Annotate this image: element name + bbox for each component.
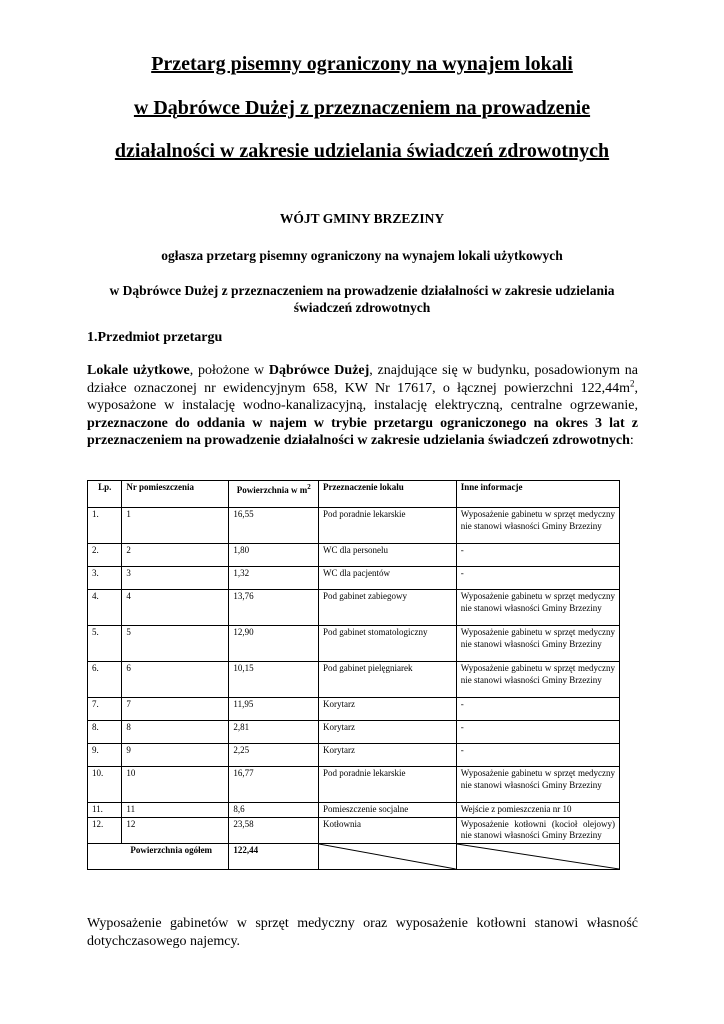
cell-przezn: Korytarz xyxy=(319,698,457,721)
table-row xyxy=(88,590,620,626)
cell-nr: 7 xyxy=(122,698,229,721)
cell-przezn: Korytarz xyxy=(319,744,457,767)
cell-inne: - xyxy=(456,698,619,721)
header-przezn: Przeznaczenie lokalu xyxy=(319,481,457,508)
cell-inne: - xyxy=(456,544,619,567)
cell-lp: 3. xyxy=(88,567,122,590)
title-line-3: działalności w zakresie udzielania świadczeń zdrowotnych xyxy=(114,140,610,162)
cell-nr: 8 xyxy=(122,721,229,744)
announcement-subject-line-2: świadczeń zdrowotnych xyxy=(293,300,431,315)
subject-paragraph xyxy=(87,362,638,450)
table-row xyxy=(88,626,620,662)
para-bold-6: przeznaczone do oddania w najem w trybie przetargu ograniczonego na okres 3 lat z przeznaczeniem na prowadzenie działalności w zakresie udzielania świadczeń zdrowotnych xyxy=(87,415,638,448)
closing-paragraph: Wyposażenie gabinetów w sprzęt medyczny oraz wyposażenie kotłowni stanowi własność dotychczasowego najemcy. xyxy=(87,916,638,949)
table-row xyxy=(88,544,620,567)
cell-nr: 4 xyxy=(122,590,229,626)
table-header-row xyxy=(88,481,620,508)
cell-nr: 3 xyxy=(122,567,229,590)
cell-lp: 12. xyxy=(88,817,122,843)
cell-nr: 11 xyxy=(122,803,229,818)
premises-table xyxy=(87,480,620,870)
cell-nr: 2 xyxy=(122,544,229,567)
cell-pow: 23,58 xyxy=(229,817,319,843)
cell-pow: 12,90 xyxy=(229,626,319,662)
table-row xyxy=(88,817,620,843)
announcement-line: ogłasza przetarg pisemny ograniczony na wynajem lokali użytkowych xyxy=(161,248,563,263)
para-bold-3: Dąbrówce Dużej xyxy=(268,363,370,378)
table-row xyxy=(88,721,620,744)
cell-przezn: Korytarz xyxy=(319,721,457,744)
cell-lp: 2. xyxy=(88,544,122,567)
para-text-7: : xyxy=(629,433,634,448)
table-body xyxy=(88,508,620,844)
total-label: Powierzchnia ogółem xyxy=(88,843,229,869)
cell-pow: 1,32 xyxy=(229,567,319,590)
cell-lp: 6. xyxy=(88,662,122,698)
table-row xyxy=(88,567,620,590)
cell-inne: Wyposażenie gabinetu w sprzęt medyczny nie stanowi własności Gminy Brzeziny xyxy=(456,662,619,698)
cell-inne: Wyposażenie gabinetu w sprzęt medyczny nie stanowi własności Gminy Brzeziny xyxy=(456,767,619,803)
cell-przezn: Pod gabinet pielęgniarek xyxy=(319,662,457,698)
total-empty-cell-1 xyxy=(319,843,457,869)
cell-lp: 5. xyxy=(88,626,122,662)
cell-przezn: WC dla personelu xyxy=(319,544,457,567)
cell-pow: 10,15 xyxy=(229,662,319,698)
cell-inne: Wejście z pomieszczenia nr 10 xyxy=(456,803,619,818)
cell-lp: 1. xyxy=(88,508,122,544)
announcement-subject xyxy=(80,282,644,316)
header-pow-sup: 2 xyxy=(307,483,311,491)
header-inne: Inne informacje xyxy=(456,481,619,508)
cell-nr: 10 xyxy=(122,767,229,803)
header-nr: Nr pomieszczenia xyxy=(122,481,229,508)
cell-inne: Wyposażenie gabinetu w sprzęt medyczny nie stanowi własności Gminy Brzeziny xyxy=(456,508,619,544)
para-text-4: , znajdujące się w budynku, posadowionym na działce oznaczonej nr ewidencyjnym 658, KW Nr 17617, o łącznej powierzchni 122,44m xyxy=(87,363,638,396)
cell-pow: 2,81 xyxy=(229,721,319,744)
table-row xyxy=(88,698,620,721)
table-row xyxy=(88,767,620,803)
cell-lp: 11. xyxy=(88,803,122,818)
cell-pow: 16,55 xyxy=(229,508,319,544)
cell-przezn: Pomieszczenie socjalne xyxy=(319,803,457,818)
table-row xyxy=(88,508,620,544)
cell-lp: 8. xyxy=(88,721,122,744)
cell-pow: 16,77 xyxy=(229,767,319,803)
cell-przezn: Pod gabinet zabiegowy xyxy=(319,590,457,626)
cell-nr: 6 xyxy=(122,662,229,698)
cell-przezn: Pod poradnie lekarskie xyxy=(319,767,457,803)
total-value: 122,44 xyxy=(229,843,319,869)
cell-lp: 4. xyxy=(88,590,122,626)
header-lp: Lp. xyxy=(88,481,122,508)
cell-pow: 13,76 xyxy=(229,590,319,626)
authority-heading: WÓJT GMINY BRZEZINY xyxy=(279,211,445,226)
total-empty-cell-2 xyxy=(456,843,619,869)
header-pow xyxy=(229,481,319,508)
cell-przezn: Pod gabinet stomatologiczny xyxy=(319,626,457,662)
cell-lp: 9. xyxy=(88,744,122,767)
cell-pow: 1,80 xyxy=(229,544,319,567)
header-pow-text: Powierzchnia w m xyxy=(236,485,308,495)
cell-lp: 10. xyxy=(88,767,122,803)
cell-przezn: Kotłownia xyxy=(319,817,457,843)
table-total-row xyxy=(88,843,620,869)
cell-lp: 7. xyxy=(88,698,122,721)
cell-pow: 11,95 xyxy=(229,698,319,721)
title-line-2: w Dąbrówce Dużej z przeznaczeniem na prowadzenie xyxy=(133,97,591,119)
cell-nr: 5 xyxy=(122,626,229,662)
para-sup: 2 xyxy=(630,377,635,388)
cell-inne: - xyxy=(456,744,619,767)
cell-nr: 1 xyxy=(122,508,229,544)
announcement-subject-line-1: w Dąbrówce Dużej z przeznaczeniem na prowadzenie działalności w zakresie udzielania xyxy=(109,283,615,298)
para-text-5: , wyposażone w instalację wodno-kanalizacyjną, instalację elektryczną, centralne ogrzewanie, xyxy=(87,380,638,413)
table-row xyxy=(88,803,620,818)
table-row xyxy=(88,662,620,698)
cell-nr: 12 xyxy=(122,817,229,843)
cell-przezn: Pod poradnie lekarskie xyxy=(319,508,457,544)
section-heading: 1.Przedmiot przetargu xyxy=(87,330,223,345)
cell-pow: 2,25 xyxy=(229,744,319,767)
cell-inne: - xyxy=(456,721,619,744)
cell-pow: 8,6 xyxy=(229,803,319,818)
cell-inne: Wyposażenie kotłowni (kocioł olejowy) nie stanowi własności Gminy Brzeziny xyxy=(456,817,619,843)
cell-nr: 9 xyxy=(122,744,229,767)
para-bold-1: Lokale użytkowe xyxy=(87,363,190,378)
cell-inne: Wyposażenie gabinetu w sprzęt medyczny nie stanowi własności Gminy Brzeziny xyxy=(456,590,619,626)
table-row xyxy=(88,744,620,767)
cell-inne: Wyposażenie gabinetu w sprzęt medyczny nie stanowi własności Gminy Brzeziny xyxy=(456,626,619,662)
para-text-2: , położone w xyxy=(189,363,269,378)
title-line-1: Przetarg pisemny ograniczony na wynajem lokali xyxy=(151,53,573,75)
cell-przezn: WC dla pacjentów xyxy=(319,567,457,590)
cell-inne: - xyxy=(456,567,619,590)
